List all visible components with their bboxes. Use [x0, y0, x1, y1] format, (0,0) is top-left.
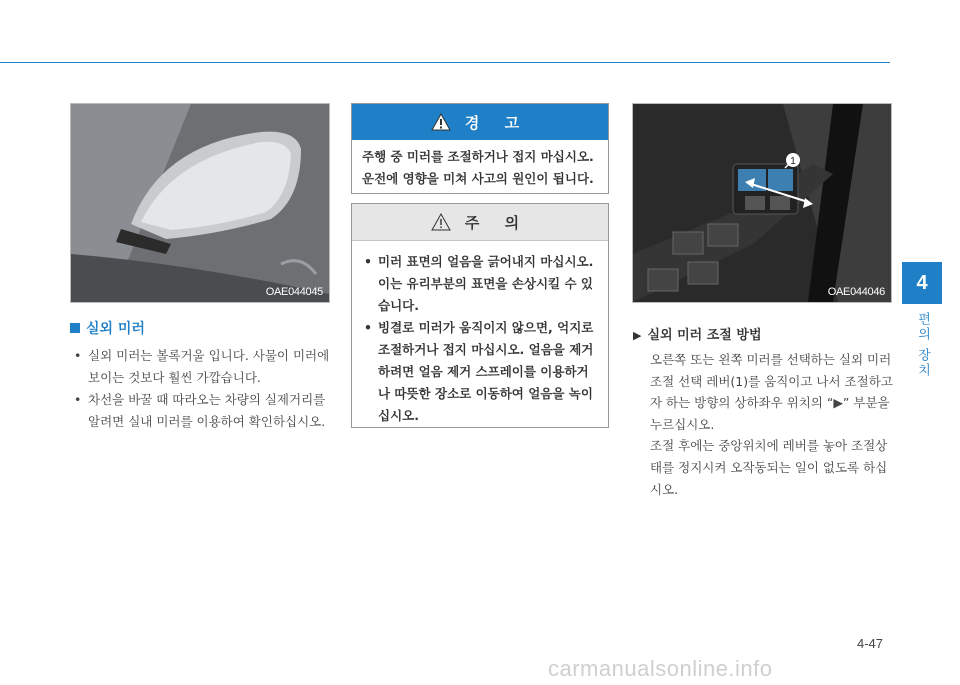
- outside-mirror-bullet-1: • 실외 미러는 볼록거울 입니다. 사물이 미러에 보이는 것보다 훨씬 가깝습니다.: [72, 345, 334, 389]
- adjust-heading-text: 실외 미러 조절 방법: [647, 328, 762, 343]
- chapter-label: 편의 장치: [915, 312, 930, 379]
- outside-mirror-heading-text: 실외 미러: [86, 321, 145, 337]
- caution-body: [352, 241, 608, 433]
- caution-item-1: • 미러 표면의 얼음을 긁어내지 마십시오. 이는 유리부분의 표면을 손상시킬 수 있습니다.: [362, 251, 598, 317]
- warning-header: [352, 104, 608, 140]
- mirror-switch-photo: [632, 103, 892, 303]
- mirror-photo: [70, 103, 330, 303]
- adjust-body: [650, 349, 894, 500]
- warning-triangle-icon: [431, 113, 451, 131]
- outside-mirror-bullet-2: • 차선을 바꿀 때 따라오는 차량의 실제거리를 알려면 실내 미러를 이용하여 확인하십시오.: [72, 389, 334, 433]
- outside-mirror-heading: [70, 318, 145, 338]
- outside-mirror-bullets: [72, 345, 334, 433]
- caution-triangle-icon: [431, 213, 451, 231]
- page-number: 4-47: [857, 636, 884, 651]
- heading-square-icon: [70, 323, 80, 333]
- top-rule: [0, 62, 890, 63]
- warning-box: [351, 103, 609, 194]
- caution-list: [362, 247, 598, 427]
- warning-text: 주행 중 미러를 조절하거나 접지 마십시오. 운전에 영향을 미쳐 사고의 원인이 됩니다.: [362, 149, 594, 186]
- mirror-illustration: [71, 104, 329, 302]
- caution-title: 주 의: [464, 213, 530, 232]
- adjust-heading: [633, 324, 762, 343]
- caution-header: [352, 204, 608, 241]
- warning-title: 경 고: [464, 113, 530, 132]
- adjust-paragraph-1: 오른쪽 또는 왼쪽 미러를 선택하는 실외 미러 조절 선택 레버(1)를 움직이고 나서 조절하고자 하는 방향의 상하좌우 위치의 “▶” 부분을 누르십시오.: [650, 352, 893, 432]
- mirror-photo-code: OAE044045: [265, 286, 323, 298]
- switch-illustration: [633, 104, 891, 302]
- caution-box: [351, 203, 609, 428]
- watermark: carmanualsonline.info: [548, 656, 773, 681]
- triangle-right-icon: ▶: [633, 329, 642, 342]
- switch-callout-number: 1: [790, 156, 796, 167]
- switch-photo-code: OAE044046: [827, 286, 885, 298]
- chapter-tab: 4: [902, 262, 942, 304]
- adjust-paragraph-2: 조절 후에는 중앙위치에 레버를 놓아 조절상태를 정지시켜 오작동되는 일이 없도록 하십시오.: [650, 438, 888, 497]
- caution-item-2: • 빙결로 미러가 움직이지 않으면, 억지로 조절하거나 접지 마십시오. 얼음을 제거하려면 얼음 제거 스프레이를 이용하거나 따뜻한 장소로 이동하여 얼음을 녹이십시오.: [362, 317, 598, 427]
